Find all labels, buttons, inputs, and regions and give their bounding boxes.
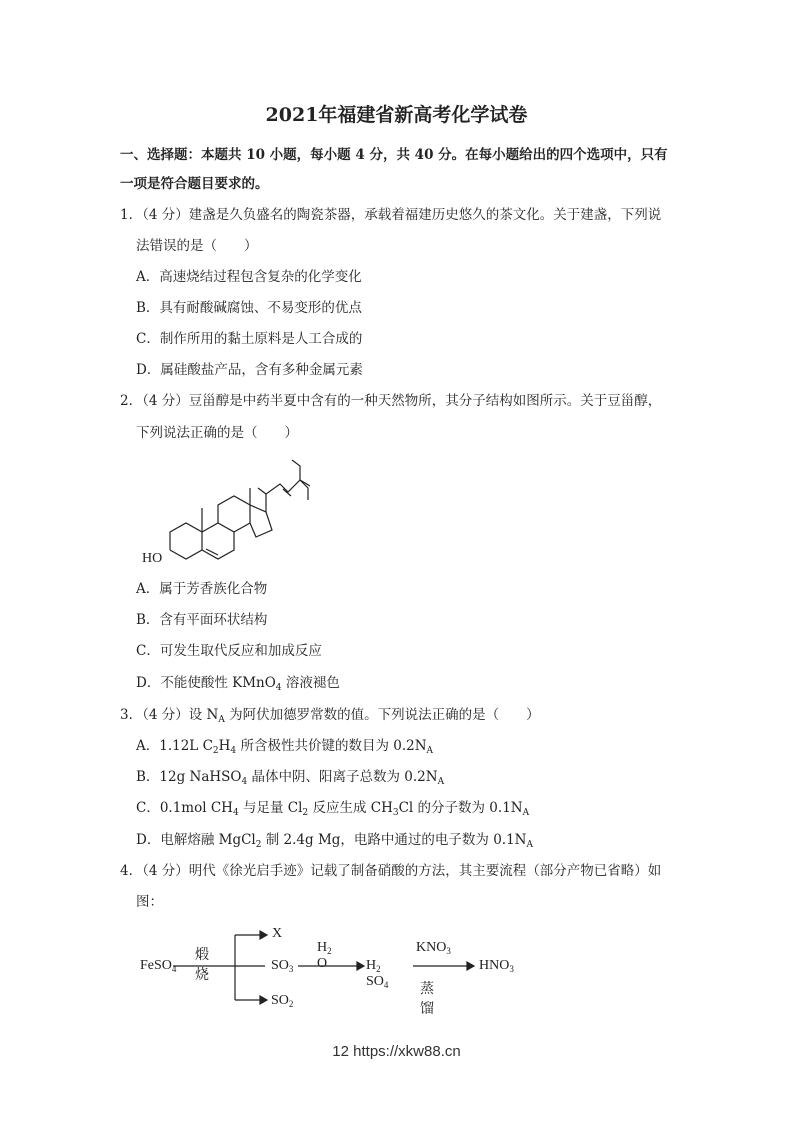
subscript: 4 [241,777,248,787]
text-segment: B．含有平面环状结构 [136,612,268,628]
answer-option [136,768,444,786]
flow-h2o: $H_2$ O [317,940,332,971]
text-segment: C．可发生取代反应和加成反应 [136,643,322,659]
flow-distillation-label: 蒸馏 [420,982,434,1017]
question-text [120,392,661,410]
text-segment: 晶体中阴、阳离子总数为 0.2N [247,769,438,785]
subscript: A [522,808,530,818]
text-segment: 法错误的是（ ） [136,238,258,254]
arrow-head-icon [357,962,364,970]
answer-option [136,330,362,348]
subscript: 2 [255,840,262,850]
answer-option [136,642,322,660]
text-segment: 4．（4 分）明代《徐光启手迹》记载了制备硝酸的方法，其主要流程（部分产物已省略）如 [120,863,662,879]
arrow-head-icon [260,996,267,1004]
text-segment: 2．（4 分）豆甾醇是中药半夏中含有的一种天然物所，其分子结构如图所示。关于豆甾醇， [120,393,662,409]
answer-option [136,268,362,286]
flow-x: X [272,926,283,941]
text-segment: Cl 的分子数为 0.1N [398,800,523,816]
text-segment: B．12g NaHSO [136,769,242,785]
subscript: 4 [232,808,239,818]
text-segment: B．具有耐酸碱腐蚀、不易变形的优点 [136,300,362,316]
subscript: 4 [275,683,282,693]
subscript: A [218,715,225,725]
subscript: A [526,840,533,850]
page-title: 2021年福建省新高考化学试卷 [265,104,528,126]
flow-h2so4: $H_2$ $SO_4$ [366,958,389,990]
flow-calcination-label: 煅烧 [195,948,209,983]
text-segment: D．电解熔融 MgCl [136,832,256,848]
text-segment: H [218,738,231,754]
text-segment: A．高速烧结过程包含复杂的化学变化 [136,269,362,285]
answer-option [136,580,267,598]
page-footer: 12 https://xkw88.cn [332,1043,461,1060]
flow-so3: $SO_3$ [271,958,294,974]
answer-option [136,611,267,629]
flow-feso4: FeSO$_4$ [140,958,177,974]
question-text [120,206,661,224]
subscript: 4 [230,746,237,756]
text-segment: C．制作所用的黏土原料是人工合成的 [136,331,363,347]
question-text [120,862,661,880]
section-instructions-line1: 一、选择题：本题共 10 小题，每小题 4 分，共 40 分。在每小题给出的四个选项中，只有 [120,147,668,163]
text-segment: A．属于芳香族化合物 [136,581,268,597]
subscript: A [437,777,445,787]
question-text [136,424,298,442]
answer-option [136,831,533,849]
subscript: A [426,746,434,756]
text-segment: 制 2.4g Mg，电路中通过的电子数为 0.1N [261,832,527,848]
hydroxyl-label: HO [142,551,163,566]
text-segment: 所含极性共价键的数目为 0.2N [236,738,427,754]
text-segment: C．0.1mol CH [136,800,233,816]
arrow-head-icon [260,931,267,939]
subscript: 3 [392,808,399,818]
answer-option [136,799,529,817]
text-segment: 为阿伏加德罗常数的值。下列说法正确的是（ ） [224,707,540,723]
stigmasterol-structure-diagram [140,450,310,575]
text-segment: A．1.12L C [136,738,213,754]
text-segment: 3．（4 分）设 N [120,707,219,723]
text-segment: 与足量 Cl [238,800,303,816]
answer-option [136,361,363,379]
answer-option [136,737,433,755]
text-segment: 溶液褪色 [281,675,340,691]
flow-so2: $SO_2$ [271,993,294,1009]
text-segment: D．不能使酸性 KMnO [136,675,276,691]
answer-option [136,299,362,317]
text-segment: 图： [136,894,163,910]
text-segment: D．属硅酸盐产品，含有多种金属元素 [136,362,363,378]
subscript: 2 [212,746,219,756]
text-segment: 下列说法正确的是（ ） [136,425,298,441]
question-text [136,893,163,911]
flow-kno3: $KNO_3$ [416,940,451,956]
flow-hno3: $HNO_3$ [479,958,514,974]
question-text [136,237,258,255]
subscript: 2 [302,808,309,818]
text-segment: 反应生成 CH [308,800,393,816]
arrow-head-icon [467,962,474,970]
section-instructions-line2: 一项是符合题目要求的。 [120,176,269,192]
answer-option [136,674,340,692]
text-segment: 1．（4 分）建盏是久负盛名的陶瓷茶器，承载着福建历史悠久的茶文化。关于建盏，下列说 [120,207,662,223]
question-text [120,706,540,724]
